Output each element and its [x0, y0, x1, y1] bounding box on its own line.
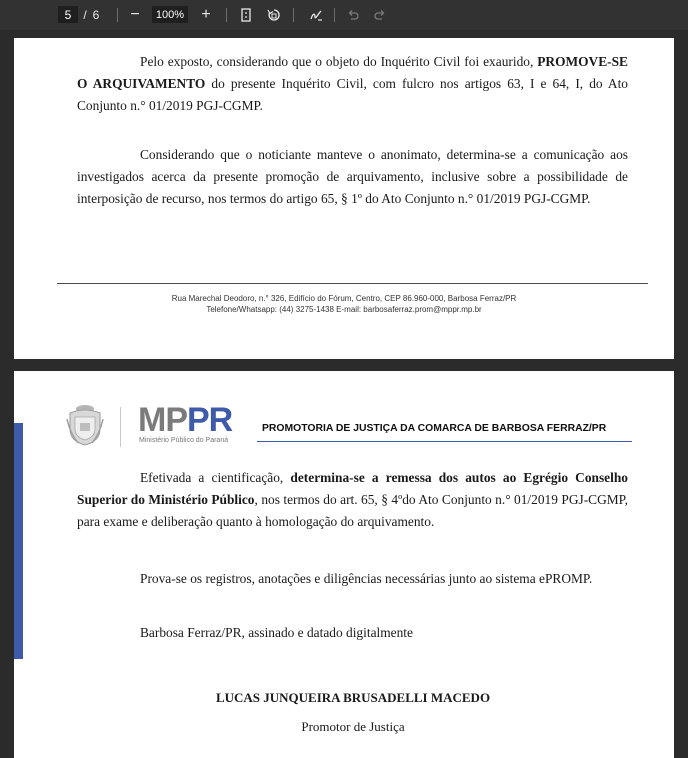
- total-pages: 6: [92, 8, 100, 22]
- signer-name: LUCAS JUNQUEIRA BRUSADELLI MACEDO: [215, 690, 491, 705]
- paragraph-registros: [77, 568, 628, 590]
- undo-icon[interactable]: [342, 0, 364, 30]
- logo-subtitle: Ministério Público do Paraná: [139, 437, 229, 444]
- paragraph-comunicacao: [77, 144, 628, 210]
- footer-contact: Telefone/Whatsapp: (44) 3275-1438 E-mail: barbosaferraz.prom@mppr.mp.br: [206, 305, 482, 314]
- logo-mp: MP: [138, 401, 187, 439]
- footer-divider: [57, 283, 648, 284]
- parana-coat-of-arms-icon: [66, 403, 104, 447]
- paragraph-remessa: [77, 467, 628, 533]
- paragraph-text: Barbosa Ferraz/PR, assinado e datado digitalmente: [140, 625, 413, 640]
- zoom-out-button[interactable]: −: [130, 6, 140, 23]
- paragraph-text: Considerando que o noticiante manteve o anonimato, determina-se a comunicação aos investigados acerca da presente promoção de arquivamento, inclusive sobre a possibilidade de interposição de recurso, nos termos do artigo 65, § 1º do Ato Conjunto n.° 01/2019 PGJ-CGMP.: [77, 147, 628, 206]
- redo-icon[interactable]: [369, 0, 391, 30]
- paragraph-text: Efetivada a cientificação,: [140, 470, 291, 485]
- logo-divider: [120, 407, 121, 447]
- paragraph-text: Pelo exposto, considerando que o objeto do Inquérito Civil foi exaurido,: [140, 54, 538, 69]
- signer-role: Promotor de Justiça: [301, 719, 405, 734]
- current-page-input[interactable]: 5: [58, 6, 78, 23]
- toolbar-divider: [334, 8, 335, 22]
- pdf-page-5: [14, 38, 674, 359]
- draw-icon[interactable]: [305, 0, 327, 30]
- pdf-page-6: [14, 371, 674, 758]
- rotate-icon[interactable]: [263, 0, 285, 30]
- paragraph-text: , nos termos do art. 65, § 4ºdo Ato Conjunto n.° 01/2019 PGJ-CGMP, para exame e deliberação quanto à homologação do arquivamento.: [77, 492, 628, 529]
- paragraph-local-data: [77, 622, 628, 644]
- toolbar-divider: [117, 8, 118, 22]
- zoom-level-input[interactable]: 100%: [152, 6, 188, 23]
- toolbar-divider: [293, 8, 294, 22]
- paragraph-text: do presente Inquérito Civil, com fulcro nos artigos 63, I e 64, I, do Ato Conjunto n.° 01/2019 PGJ-CGMP.: [77, 76, 628, 113]
- promotoria-header-title: PROMOTORIA DE JUSTIÇA DA COMARCA DE BARBOSA FERRAZ/PR: [262, 423, 607, 434]
- paragraph-bold-text: determina-se a remessa dos autos ao Egrégio Conselho Superior do Ministério Público: [77, 470, 628, 507]
- paragraph-bold-text: PROMOVE-SE O ARQUIVAMENTO: [77, 54, 628, 91]
- pdf-toolbar: [0, 0, 688, 30]
- paragraph-promove-arquivamento: [77, 51, 628, 117]
- logo-pr: PR: [187, 401, 233, 439]
- page-accent-bar: [14, 423, 23, 659]
- fit-page-icon[interactable]: [235, 0, 257, 30]
- paragraph-text: Prova-se os registros, anotações e diligências necessárias junto ao sistema ePROMP.: [140, 571, 593, 586]
- footer-address: Rua Marechal Deodoro, n.° 326, Edifício do Fórum, Centro, CEP 86.960-000, Barbosa Ferraz/PR: [171, 294, 517, 303]
- zoom-in-button[interactable]: +: [201, 6, 211, 23]
- mppr-logo: [138, 401, 232, 439]
- page-separator: /: [83, 8, 87, 22]
- header-underline: [257, 441, 632, 442]
- toolbar-divider: [226, 8, 227, 22]
